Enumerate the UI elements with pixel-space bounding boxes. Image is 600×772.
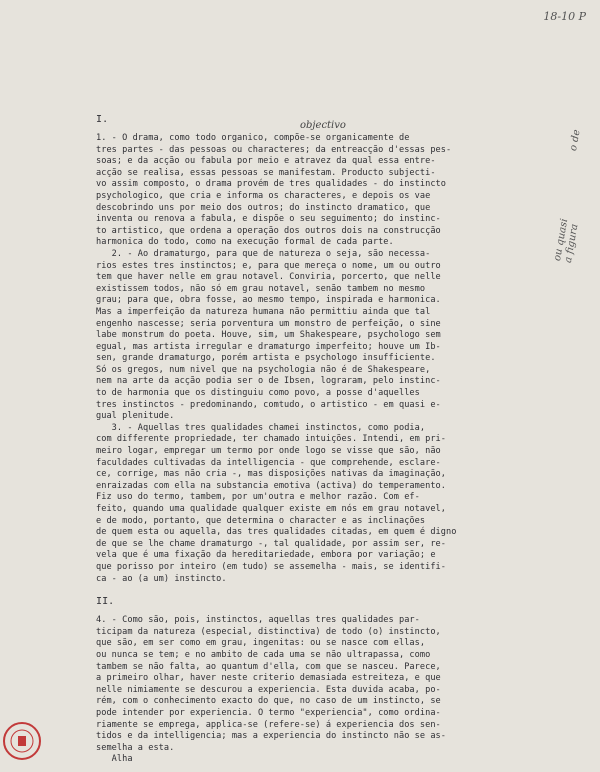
text-line: psychologico, que cria e informa os characteres, e depois os vae	[96, 190, 431, 201]
text-line: inventa ou renova a fabula, e dispõe o seu seguimento; do instinc-	[96, 214, 441, 225]
text-line: com differente propriedade, ter chamado intuições. Intendi, em pri-	[96, 434, 446, 445]
text-line: ou nunca se tem; e no ambito de cada uma se não ultrapassa, como	[96, 649, 431, 660]
text-line: to de harmonia que os distinguiu como povo, a posse d'aquelles	[96, 388, 420, 399]
text-line: egual, mas artista irregular e dramaturgo imperfeito; houve um Ib-	[96, 341, 441, 352]
text-line: ce, corrige, mas não cria -, mas disposições nativas da imaginação,	[96, 469, 446, 480]
text-line: tem que haver nelle em grau notavel. Conviria, porcerto, que nelle	[96, 272, 441, 283]
margin-note: ou quasi a figura	[552, 217, 581, 264]
text-line: de quem esta ou aquella, das tres qualidades citadas, em quem é digno	[96, 527, 457, 538]
text-line: Só os gregos, num nivel que na psychologia não é de Shakespeare,	[96, 364, 431, 375]
text-line: Mas a imperfeição da natureza humana não permittiu ainda que tal	[96, 306, 431, 317]
section-numeral: II.	[96, 596, 115, 608]
library-stamp	[3, 722, 41, 760]
text-line: sen, grande dramaturgo, porém artista e psychologo insufficiente.	[96, 353, 436, 364]
text-line: gual plenitude.	[96, 411, 175, 422]
text-line: rém, com o conhecimento exacto do que, no caso de um instincto, se	[96, 696, 441, 707]
section-numeral: I.	[96, 114, 109, 125]
text-line: grau; para que, obra fosse, ao mesmo tempo, inspirada e harmonica.	[96, 295, 441, 306]
text-line: tres instinctos - predominando, comtudo, o artistico - em quasi e-	[96, 399, 441, 410]
text-line: ticipam da natureza (especial, distinctiva) de todo (o) instincto,	[96, 626, 441, 637]
page-reference: 18-10 P	[543, 10, 586, 23]
text-line: que porisso por inteiro (em tudo) se assemelha - mais, se identifi-	[96, 561, 446, 572]
text-line: nelle nimiamente se descurou a experiencia. Esta duvida acaba, po-	[96, 684, 441, 695]
text-line: semelha a esta.	[96, 742, 175, 753]
margin-note: o de	[568, 128, 583, 152]
text-line: que são, em ser como em grau, ingenitas: ou se nasce com ellas,	[96, 638, 426, 649]
text-line: vela que é uma fixação da hereditariedade, embora por variação; e	[96, 550, 436, 561]
text-line: Alha	[96, 754, 133, 765]
text-line: e de modo, portanto, que determina o character e as inclinações	[96, 515, 426, 526]
text-line: acção se realisa, essas pessoas se manifestam. Producto subjecti-	[96, 167, 436, 178]
text-line: 2. - Ao dramaturgo, para que de natureza o seja, são necessa-	[96, 248, 431, 259]
text-line: vo assim composto, o drama provém de tres qualidades - do instincto	[96, 179, 446, 190]
text-line: nem na arte da acção podia ser o de Ibsen, lograram, pelo instinc-	[96, 376, 441, 387]
text-line: soas; e da acção ou fabula por meio e atravez da qual essa entre-	[96, 156, 436, 167]
text-line: tidos e da intelligencia; mas a experiencia do instincto não se as-	[96, 731, 446, 742]
text-line: tambem se não falta, ao quantum d'ella, com que se nasceu. Parece,	[96, 661, 441, 672]
text-line: labe monstrum do poeta. Houve, sim, um Shakespeare, psychologo sem	[96, 330, 441, 341]
text-line: existissem todos, não só em grau notavel, senão tambem no mesmo	[96, 283, 426, 294]
text-line: tres partes - das pessoas ou characteres; da entreacção d'essas pes-	[96, 144, 452, 155]
text-line: harmonica do todo, como na execução formal de cada parte.	[96, 237, 394, 248]
text-line: engenho nascesse; seria porventura um monstro de perfeição, o sine	[96, 318, 441, 329]
text-line: 1. - O drama, como todo organico, compõe-se organicamente de	[96, 133, 410, 143]
section-gap	[96, 585, 548, 594]
handwritten-correction: objectivo	[300, 120, 346, 131]
text-line: to artistico, que ordena a operação dos outros dois na construcção	[96, 225, 441, 236]
text-line: faculdades cultivadas da intelligencia - que comprehende, esclare-	[96, 457, 441, 468]
text-line: pode intender por experiencia. O termo "experiencia", como ordina-	[96, 707, 441, 718]
text-line: 3. - Aquellas tres qualidades chamei instinctos, como podia,	[96, 422, 426, 433]
text-line: enraizadas com ella na substancia emotiva (activa) do temperamento.	[96, 480, 446, 491]
text-line: de que se lhe chame dramaturgo -, tal qualidade, por assim ser, re-	[96, 538, 446, 549]
text-line: a primeiro olhar, haver neste criterio demasiada estreiteza, e que	[96, 673, 441, 684]
text-line: rios estes tres instinctos; e, para que mereça o nome, um ou outro	[96, 260, 441, 271]
text-line: feito, quando uma qualidade qualquer existe em nós em grau notavel,	[96, 504, 446, 514]
text-line: ca - ao (a um) instincto.	[96, 573, 227, 584]
text-line: riamente se emprega, applica-se (refere-se) á experiencia dos sen-	[96, 719, 441, 730]
text-line: descobrindo uns por meio dos outros; do instincto dramatico, que	[96, 202, 431, 213]
text-line: 4. - Como são, pois, instinctos, aquellas tres qualidades par-	[96, 615, 420, 626]
stamp-icon	[5, 724, 39, 758]
document-body	[96, 112, 548, 766]
text-line: meiro logar, empregar um termo por onde logo se visse que são, não	[96, 446, 441, 457]
text-line: Fiz uso do termo, tambem, por um'outra e melhor razão. Com ef-	[96, 492, 420, 503]
